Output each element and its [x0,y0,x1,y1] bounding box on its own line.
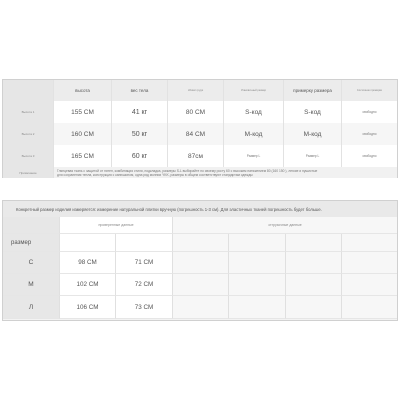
measure-1: 106 CM [60,296,116,319]
size-header: размер [3,234,60,252]
header-height: высота [54,80,112,101]
empty-cell [342,296,397,319]
fit-size-value: Размер L [284,145,342,167]
empty-cell [229,234,286,252]
pack-size-value: M-код [224,123,284,145]
row-label: Высота 3 [3,145,54,167]
note-label: Примечание [3,167,54,178]
group-blank [3,217,60,234]
weight-value: 50 кг [112,123,168,145]
group-header-row [3,217,397,234]
height-value: 155 CM [54,101,112,123]
bust-value: 80 CM [168,101,224,123]
empty-cell [229,252,286,274]
empty-cell [286,252,342,274]
size-value: Л [3,296,60,319]
group-verified: проверенные данные [60,217,173,234]
note-line: Глянцевая ткань с защитой от пятен, комбинация стиля, подкладка, размеры S-L выбирайте по своему росту 60 с высоким натяжением 80 (160 150 ), легкие и пушистые [57,168,318,173]
note-text [54,167,397,178]
height-value: 165 CM [54,145,112,167]
empty-cell [342,274,397,296]
measure-2: 72 CM [116,274,173,296]
row-label: Высота 2 [3,123,54,145]
empty-cell [229,274,286,296]
empty-cell [342,252,397,274]
table-row [3,252,397,274]
fit-state-value: свободно [362,154,377,158]
group-shipping: отгрузочные данные [173,217,397,234]
header-bust: обхват груди [168,80,224,101]
fit-state-value: свободно [362,110,377,114]
measure-1: 102 CM [60,274,116,296]
table-row [3,145,397,167]
empty-cell [229,296,286,319]
header-pack-size: Упаковочный размер [224,80,284,101]
height-value: 160 CM [54,123,112,145]
size-value: M [3,274,60,296]
empty-cell [60,234,116,252]
fit-size-value: S-код [284,101,342,123]
measure-2: 73 CM [116,296,173,319]
row-label: Высота 1 [3,101,54,123]
measurement-heading: Конкретный размер изделия измеряется: измерение натуральной плитки вручную (погрешность 1-3 см). Для эластичных тканей погрешность будет больше. [3,201,397,217]
pack-size-value: Размер L [224,145,284,167]
note-row [3,167,397,178]
measure-1: 98 CM [60,252,116,274]
empty-cell [173,234,229,252]
header-blank [3,80,54,101]
table-row [3,296,397,319]
size-value: С [3,252,60,274]
empty-cell [286,274,342,296]
pack-size-value: S-код [224,101,284,123]
fitting-table-header [3,80,397,101]
weight-value: 60 кг [112,145,168,167]
fit-size-value: M-код [284,123,342,145]
table-row [3,274,397,296]
header-fit-state: Состояние примерки [356,89,383,92]
measure-2: 71 CM [116,252,173,274]
empty-cell [116,234,173,252]
empty-cell [173,274,229,296]
fit-state-value: свободно [362,132,377,136]
empty-cell [286,234,342,252]
table-row [3,123,397,145]
header-weight: вес тела [112,80,168,101]
size-header-row [3,234,397,252]
empty-cell [173,252,229,274]
note-line: для сохранения тепла, конструкция с капюшоном, одна ряд молнии YKK, размеры в общем соответствуют стандартам одежды [57,172,253,177]
measurement-table [2,200,398,321]
header-fit-size: примерку размера [284,80,342,101]
empty-cell [286,296,342,319]
weight-value: 41 кг [112,101,168,123]
table-row [3,101,397,123]
measurement-grid [3,217,397,321]
empty-cell [173,296,229,319]
bust-value: 87см [168,145,224,167]
fitting-table [2,79,398,178]
empty-cell [342,234,397,252]
bust-value: 84 CM [168,123,224,145]
